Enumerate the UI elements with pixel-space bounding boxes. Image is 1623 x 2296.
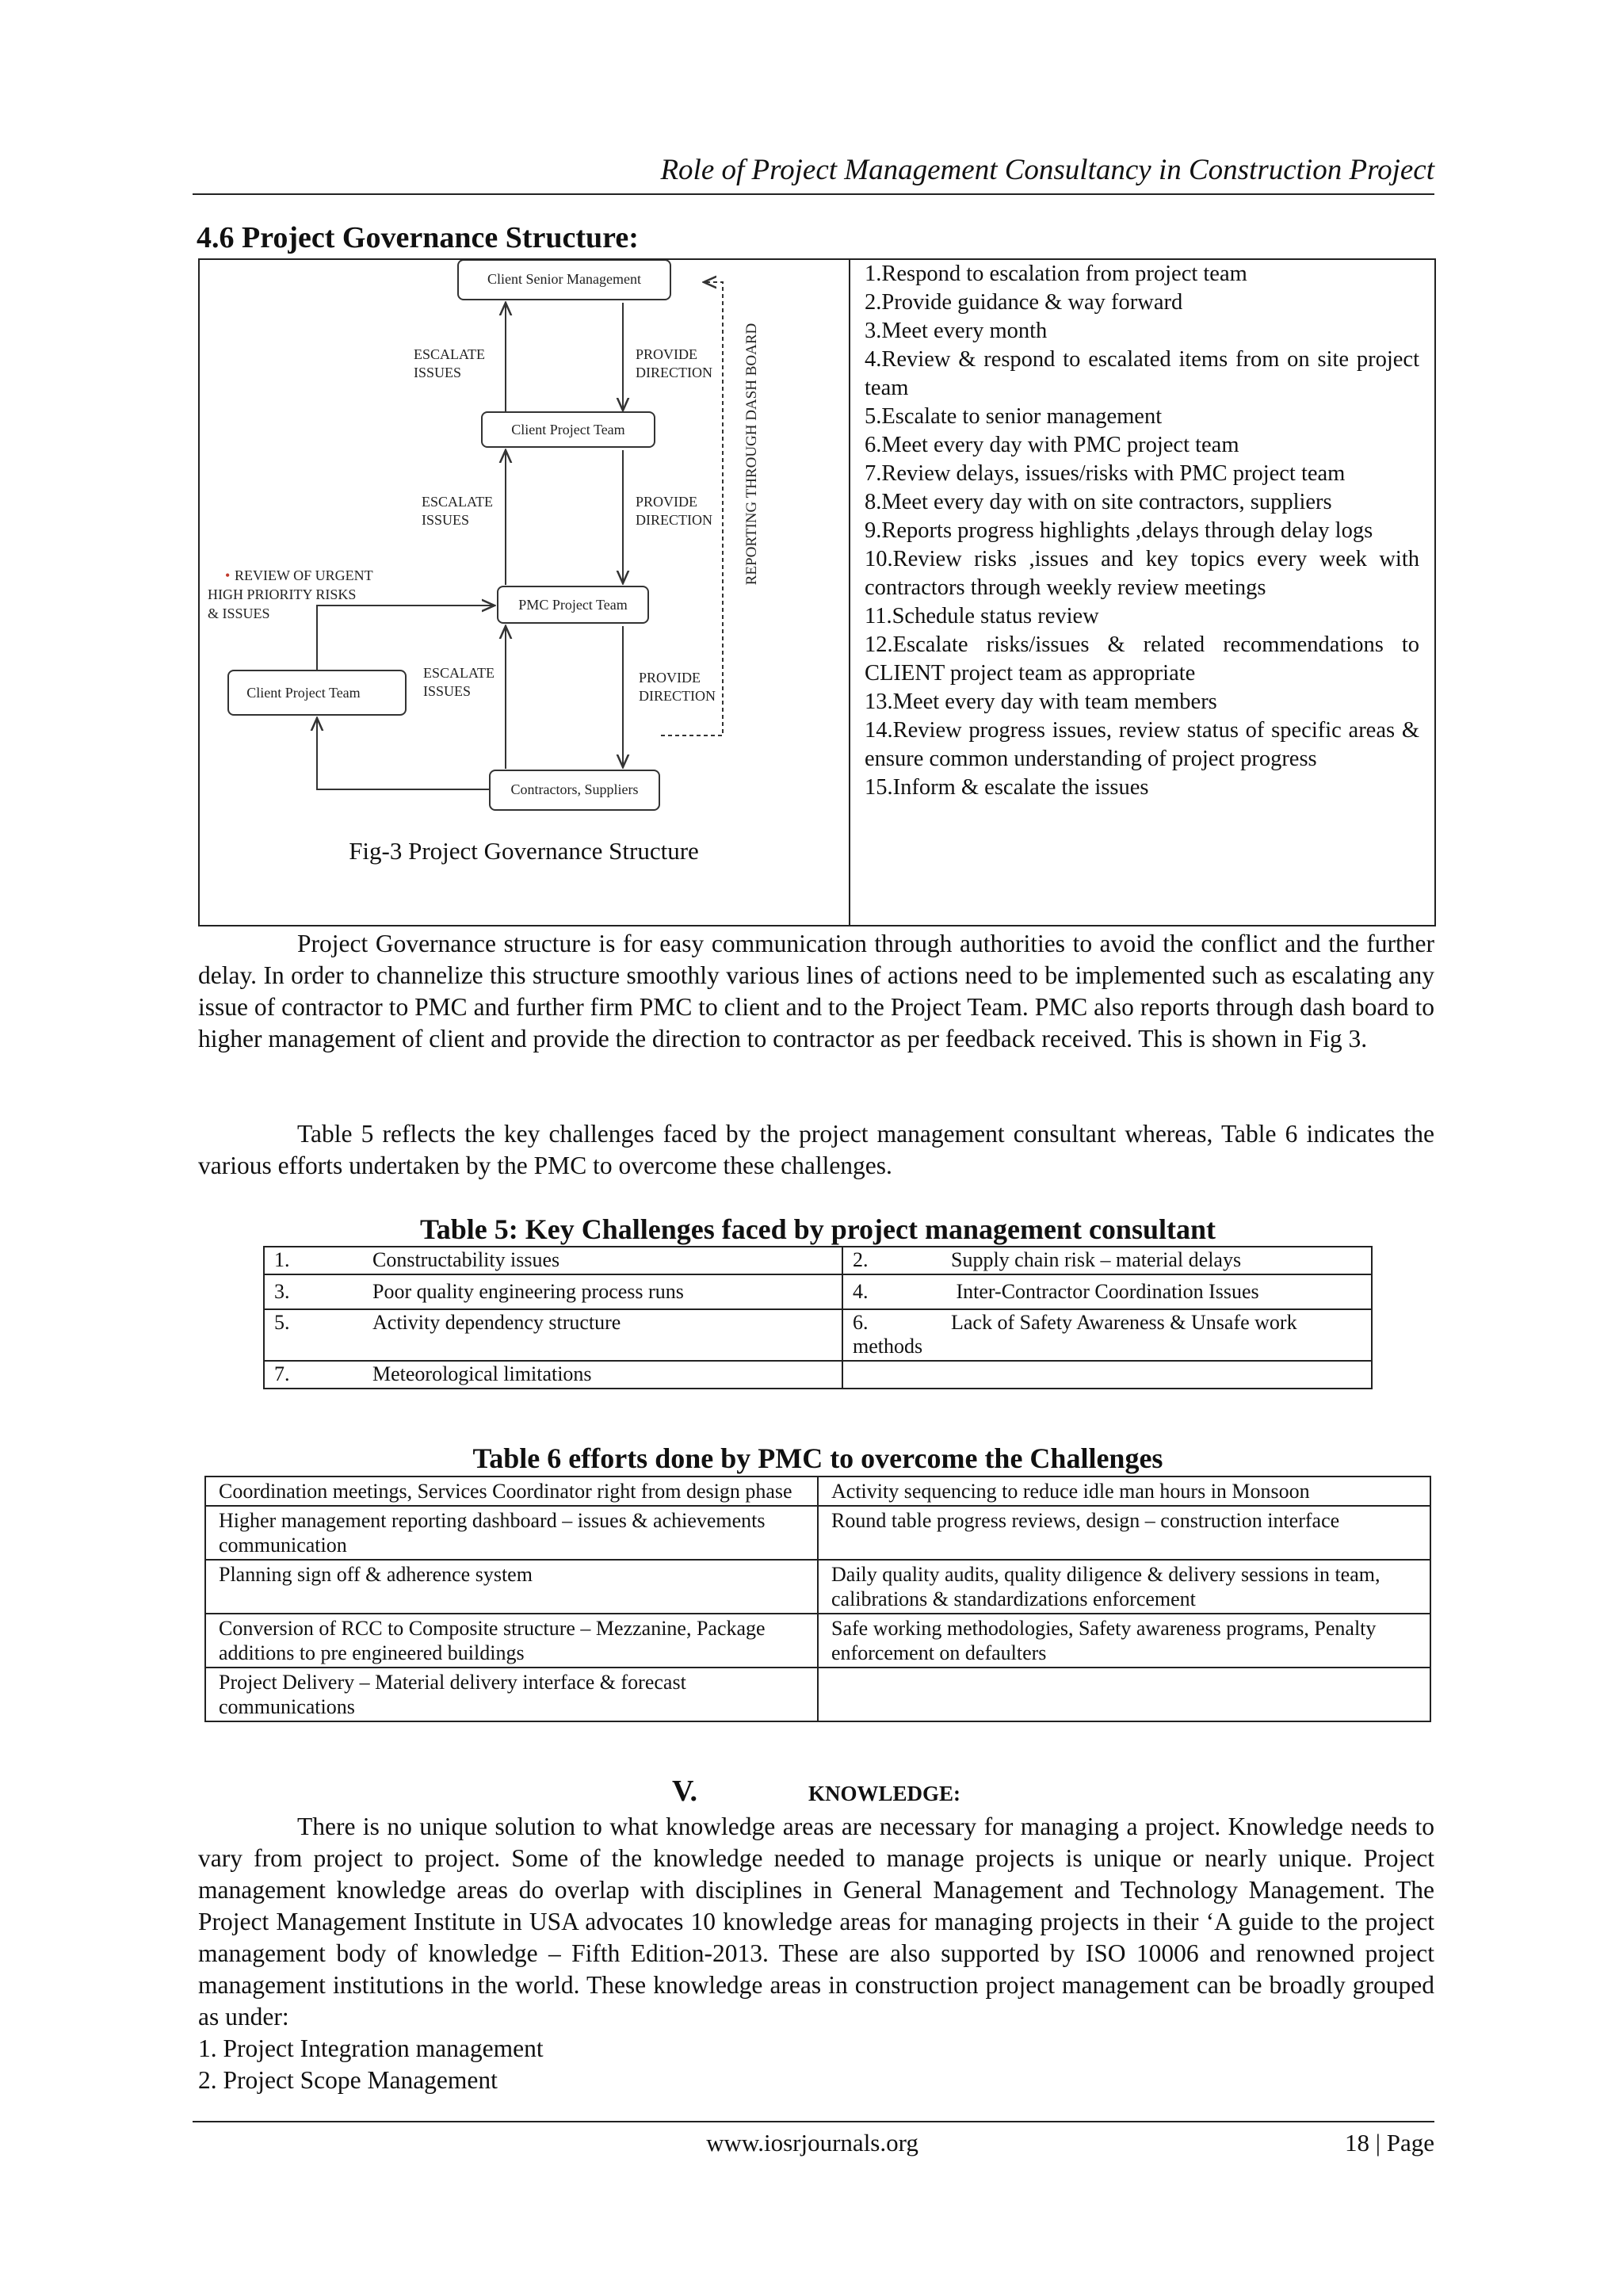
- svg-text:ISSUES: ISSUES: [414, 365, 462, 380]
- section-v-heading: V. KNOWLEDGE:: [671, 1775, 961, 1808]
- table-row: Coordination meetings, Services Coordinator right from design phase Activity sequencing to reduce idle man hours in Monsoon: [205, 1477, 1430, 1506]
- label-client-senior-management: Client Senior Management: [487, 271, 641, 287]
- svg-text:HIGH PRIORITY RISKS: HIGH PRIORITY RISKS: [208, 586, 357, 602]
- svg-text:ISSUES: ISSUES: [422, 512, 470, 528]
- knowledge-paragraph: There is no unique solution to what knowledge areas are necessary for managing a project. Knowledge needs to vary from project to project. Some of the knowledge needed to manage projects is unique or nearly unique. Project management knowledge areas do overlap with disciplines in General Management and Technology Management. The Project Management Institute in USA advocates 10 knowledge areas for managing projects in their ‘A guide to the project management body of knowledge – Fifth Edition-2013. These are also supported by ISO 10006 and renowned project management institutions in the world. These knowledge areas in construction project management can be broadly grouped as under:: [198, 1813, 1434, 2030]
- list-item: 11.Schedule status review: [865, 604, 1099, 628]
- page-number: 18 | Page: [1345, 2129, 1434, 2157]
- svg-text:ESCALATE: ESCALATE: [423, 665, 495, 681]
- section-title: 4.6 Project Governance Structure:: [197, 221, 639, 254]
- list-item: 7.Review delays, issues/risks with PMC project team: [865, 461, 1346, 486]
- table6-title: Table 6 efforts done by PMC to overcome the Challenges: [472, 1442, 1163, 1474]
- svg-text:PROVIDE: PROVIDE: [636, 494, 698, 510]
- list-item: 8.Meet every day with on site contractors, suppliers: [865, 490, 1332, 514]
- governance-paragraph: Project Governance structure is for easy communication through authorities to avoid the conflict and the further delay. In order to channelize this structure smoothly various lines of actions need to be implemented such as escalating any issue of contractor to PMC and further firm PMC to client and to the Project Team. PMC also reports through dash board to higher management of client and provide the direction to contractor as per feedback received. This is shown in Fig 3.: [198, 930, 1434, 1052]
- table-row: Conversion of RCC to Composite structure – Mezzanine, Package additions to pre engineered buildings Safe working methodologies, Safety awareness programs, Penalty enforcement on defaulters: [205, 1614, 1430, 1668]
- list-item: 3.Meet every month: [865, 319, 1048, 343]
- label-client-project-team-left: Client Project Team: [246, 685, 361, 701]
- list-item: 4.Review & respond to escalated items from on site project team: [865, 347, 1419, 400]
- label-contractors-suppliers: Contractors, Suppliers: [510, 781, 639, 797]
- svg-text:ESCALATE: ESCALATE: [422, 494, 493, 510]
- governance-divider: [849, 258, 850, 926]
- footer-rule: [193, 2121, 1434, 2122]
- list-item: 1.Respond to escalation from project team: [865, 262, 1247, 286]
- table-row: Higher management reporting dashboard – issues & achievements communication Round table progress reviews, design – construction interface: [205, 1506, 1430, 1560]
- responsibility-list: [865, 260, 1419, 802]
- list-item: 1. Project Integration management: [198, 2034, 544, 2062]
- list-item: 2. Project Scope Management: [198, 2066, 498, 2094]
- table5-title: Table 5: Key Challenges faced by project management consultant: [420, 1213, 1216, 1245]
- svg-text:ESCALATE: ESCALATE: [414, 346, 485, 362]
- svg-text:DIRECTION: DIRECTION: [636, 365, 712, 380]
- table-row: Planning sign off & adherence system Daily quality audits, quality diligence & delivery sessions in team, calibrations & standardizations enforcement: [205, 1560, 1430, 1614]
- label-pmc-project-team: PMC Project Team: [518, 597, 628, 613]
- table-row: 7. Meteorological limitations: [264, 1361, 1372, 1389]
- dashboard-label: REPORTING THROUGH DASH BOARD: [743, 323, 760, 586]
- list-item: 5.Escalate to senior management: [865, 404, 1163, 429]
- table-row: Project Delivery – Material delivery interface & forecast communications: [205, 1668, 1430, 1721]
- list-item: 14.Review progress issues, review status of specific areas & ensure common understanding of project progress: [865, 718, 1419, 771]
- knowledge-area-list: [198, 2033, 544, 2096]
- table-row: 3. Poor quality engineering process runs 4. Inter-Contractor Coordination Issues: [264, 1274, 1372, 1309]
- header-rule: [193, 193, 1434, 195]
- label-client-project-team-top: Client Project Team: [511, 422, 625, 437]
- running-header: Role of Project Management Consultancy in Construction Project: [660, 154, 1434, 186]
- svg-text:ISSUES: ISSUES: [423, 683, 472, 699]
- list-item: 9.Reports progress highlights ,delays through delay logs: [865, 518, 1373, 543]
- svg-text:DIRECTION: DIRECTION: [636, 512, 712, 528]
- svg-text:PROVIDE: PROVIDE: [636, 346, 698, 362]
- svg-text:•: •: [225, 567, 231, 583]
- footer-url[interactable]: www.iosrjournals.org: [706, 2129, 918, 2157]
- arrow-contractors-to-client: [317, 718, 490, 789]
- list-item: 6.Meet every day with PMC project team: [865, 433, 1239, 457]
- tables-intro-paragraph: Table 5 reflects the key challenges faced by the project management consultant whereas, Table 6 indicates the various efforts undertaken by the PMC to overcome these challenges.: [198, 1120, 1434, 1179]
- table-row: 1. Constructability issues 2. Supply chain risk – material delays: [264, 1247, 1372, 1274]
- svg-text:DIRECTION: DIRECTION: [639, 688, 716, 704]
- svg-text:& ISSUES: & ISSUES: [208, 606, 270, 621]
- table-row: 5. Activity dependency structure 6. Lack of Safety Awareness & Unsafe work methods: [264, 1309, 1372, 1361]
- list-item: 13.Meet every day with team members: [865, 690, 1217, 714]
- list-item: 12.Escalate risks/issues & related recommendations to CLIENT project team as appropriate: [865, 632, 1419, 686]
- arrow-review-urgent: [317, 606, 495, 670]
- svg-text:REVIEW OF URGENT: REVIEW OF URGENT: [235, 567, 373, 583]
- governance-diagram: [200, 260, 848, 924]
- list-item: 15.Inform & escalate the issues: [865, 775, 1149, 800]
- efforts-table: [204, 1476, 1431, 1722]
- list-item: 2.Provide guidance & way forward: [865, 290, 1183, 315]
- challenges-table: [263, 1246, 1373, 1389]
- svg-text:PROVIDE: PROVIDE: [639, 670, 701, 686]
- figure-caption: Fig-3 Project Governance Structure: [349, 837, 699, 865]
- list-item: 10.Review risks ,issues and key topics every week with contractors through weekly review meetings: [865, 547, 1419, 600]
